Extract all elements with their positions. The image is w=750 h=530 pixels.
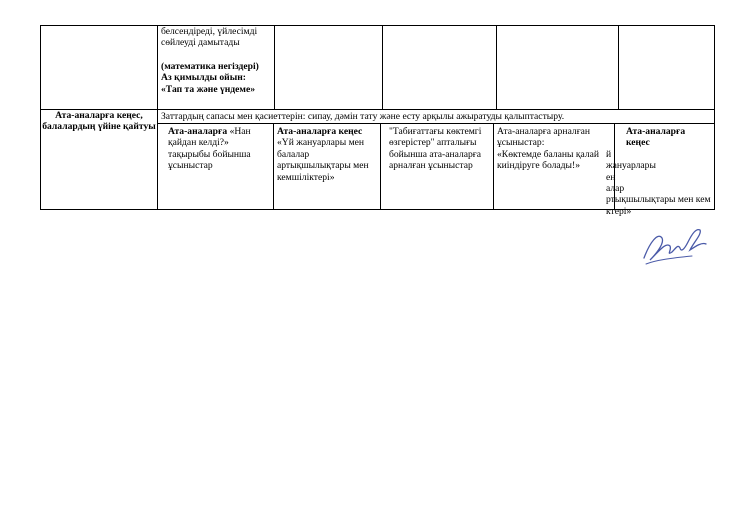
recommendation-cell: Ата-аналарға арналған ұсыныстар: «Көктемде баланы қалай киіндіруге болады!»	[494, 124, 615, 209]
empty-cell	[619, 26, 715, 110]
game-type-label: Аз қимылды ойын:	[161, 72, 246, 84]
activity-text-line: сөйлеуді дамытады	[161, 37, 240, 49]
empty-cell	[41, 26, 158, 110]
recommendation-cell: "Табиғаттағы көктемгі өзгерістер" апталығы бойынша ата-аналарға арналған ұсыныстар	[381, 124, 494, 209]
empty-cell	[497, 26, 619, 110]
parents-content-cell	[158, 110, 715, 217]
table-row-parents	[41, 110, 715, 210]
subject-label: (математика негіздері)	[161, 60, 259, 72]
table-row-activities	[41, 26, 715, 110]
plan-table	[40, 25, 715, 217]
game-name-label: «Тап та және үндеме»	[161, 83, 256, 95]
recommendation-cell: Ата-аналарға кеңес «Үй жануарлары мен балалар артықшылықтары мен кемшіліктері»	[274, 124, 381, 209]
row-heading: Ата-аналарға кеңес, балалардың үйіне қайтуы	[41, 110, 158, 210]
recommendation-cell: Ата-аналарға кеңес й жануарлары ен алар ртықшылықтары мен кем ктері»	[606, 126, 711, 217]
goal-text: Заттардың сапасы мен қасиеттерін: сипау, дәмін тату және есту арқылы ажыратуды қалыптастыру.	[158, 110, 714, 124]
parents-recommendations	[158, 124, 714, 217]
signature-scribble	[636, 220, 708, 270]
activity-text-line: белсендіреді, үйлесімді	[161, 26, 258, 37]
recommendation-cell: Ата-аналарға «Нан қайдан келді?» тақырыбы бойынша ұсыныстар	[158, 124, 274, 209]
empty-cell	[383, 26, 497, 110]
activity-cell	[158, 26, 275, 110]
empty-cell	[275, 26, 383, 110]
